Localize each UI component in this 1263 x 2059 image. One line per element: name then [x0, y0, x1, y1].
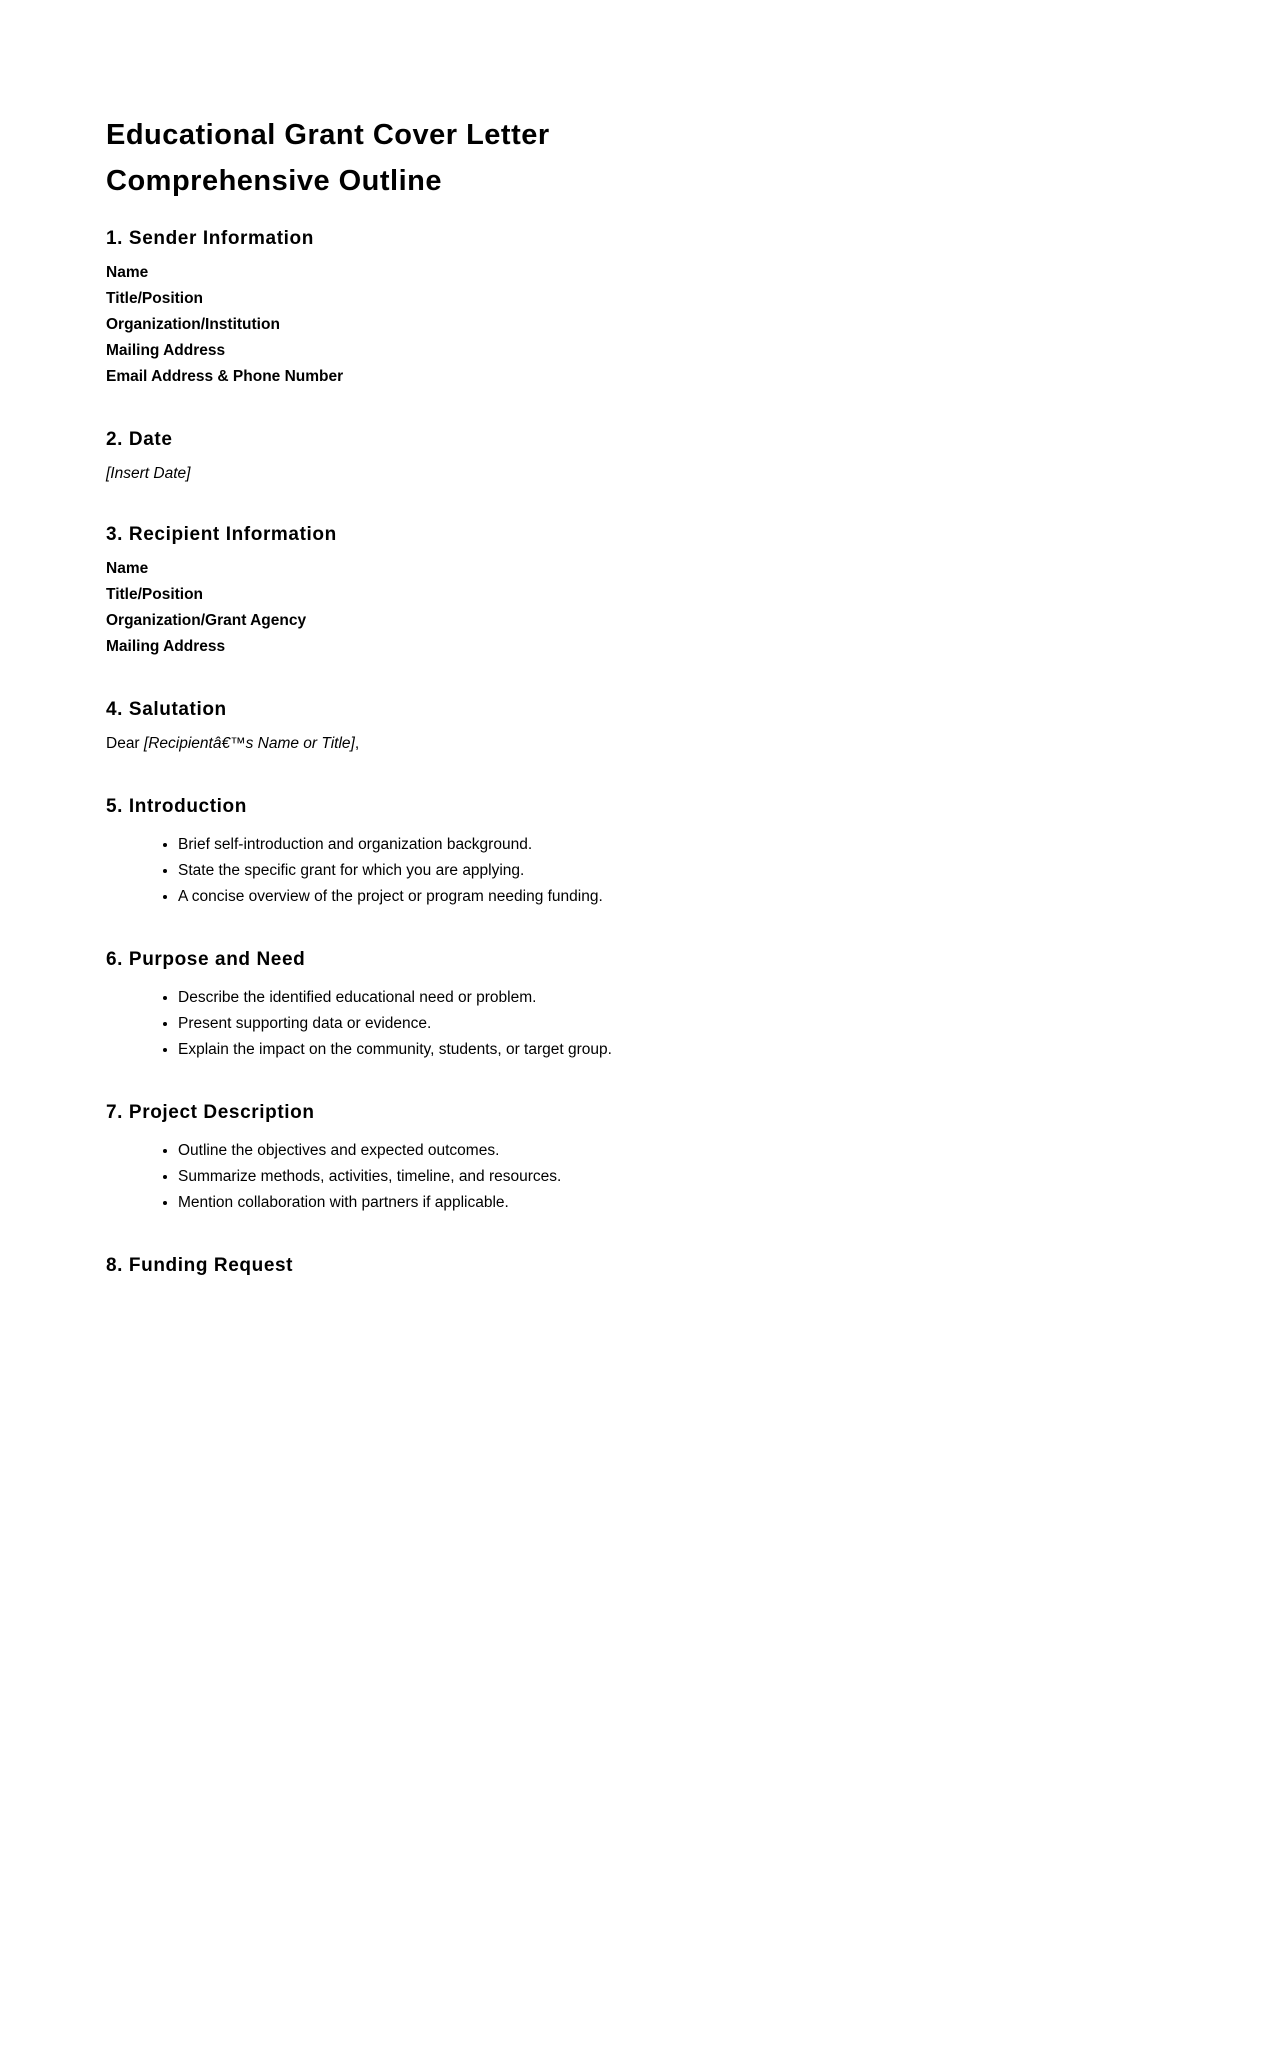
list-item: • Explain the impact on the community, students, or target group. — [178, 1037, 1156, 1063]
salutation-placeholder: [Recipientâ€™s Name or Title] — [143, 735, 355, 752]
section-heading: 2. Date — [106, 429, 173, 450]
field-label: Mailing Address — [106, 638, 226, 655]
field-label: Name — [106, 560, 149, 577]
section-heading: 5. Introduction — [106, 796, 247, 817]
document-title-line-2: Comprehensive Outline — [106, 165, 443, 197]
list-item: • Mention collaboration with partners if applicable. — [178, 1190, 1156, 1216]
list-item: • Describe the identified educational need or problem. — [178, 985, 1156, 1011]
salutation-suffix: , — [354, 735, 360, 752]
introduction-bullet-list — [106, 832, 1156, 910]
field-label: Email Address & Phone Number — [106, 368, 344, 385]
list-item: • Brief self-introduction and organization background. — [178, 832, 1156, 858]
section-heading: 7. Project Description — [106, 1102, 315, 1123]
section-purpose-and-need — [106, 947, 1156, 1063]
field-label: Organization/Institution — [106, 316, 280, 333]
section-recipient-information — [106, 522, 1156, 660]
list-item: • State the specific grant for which you are applying. — [178, 858, 1156, 884]
section-heading: 6. Purpose and Need — [106, 949, 306, 970]
section-heading: 3. Recipient Information — [106, 524, 337, 545]
project-bullet-list — [106, 1138, 1156, 1216]
list-item: • Outline the objectives and expected outcomes. — [178, 1138, 1156, 1164]
purpose-bullet-list — [106, 985, 1156, 1063]
list-item: • Summarize methods, activities, timeline, and resources. — [178, 1164, 1156, 1190]
date-placeholder: [Insert Date] — [106, 465, 191, 482]
sender-field-list — [106, 260, 1156, 390]
salutation-line — [106, 731, 1156, 757]
field-label: Organization/Grant Agency — [106, 612, 307, 629]
list-item: • A concise overview of the project or program needing funding. — [178, 884, 1156, 910]
salutation-prefix: Dear — [106, 735, 144, 752]
section-date — [106, 427, 1156, 487]
section-heading: 1. Sender Information — [106, 228, 314, 249]
field-label: Mailing Address — [106, 342, 226, 359]
field-label: Title/Position — [106, 586, 204, 603]
field-label: Name — [106, 264, 149, 281]
section-introduction — [106, 794, 1156, 910]
list-item: • Present supporting data or evidence. — [178, 1011, 1156, 1037]
section-salutation — [106, 697, 1156, 757]
document-title — [106, 112, 1156, 204]
section-heading: 4. Salutation — [106, 699, 227, 720]
field-label: Title/Position — [106, 290, 204, 307]
section-heading: 8. Funding Request — [106, 1255, 294, 1276]
section-sender-information — [106, 226, 1156, 390]
section-funding-request — [106, 1253, 1156, 1279]
document-page — [106, 112, 1156, 1279]
section-project-description — [106, 1100, 1156, 1216]
recipient-field-list — [106, 556, 1156, 660]
document-title-line-1: Educational Grant Cover Letter — [106, 119, 550, 151]
